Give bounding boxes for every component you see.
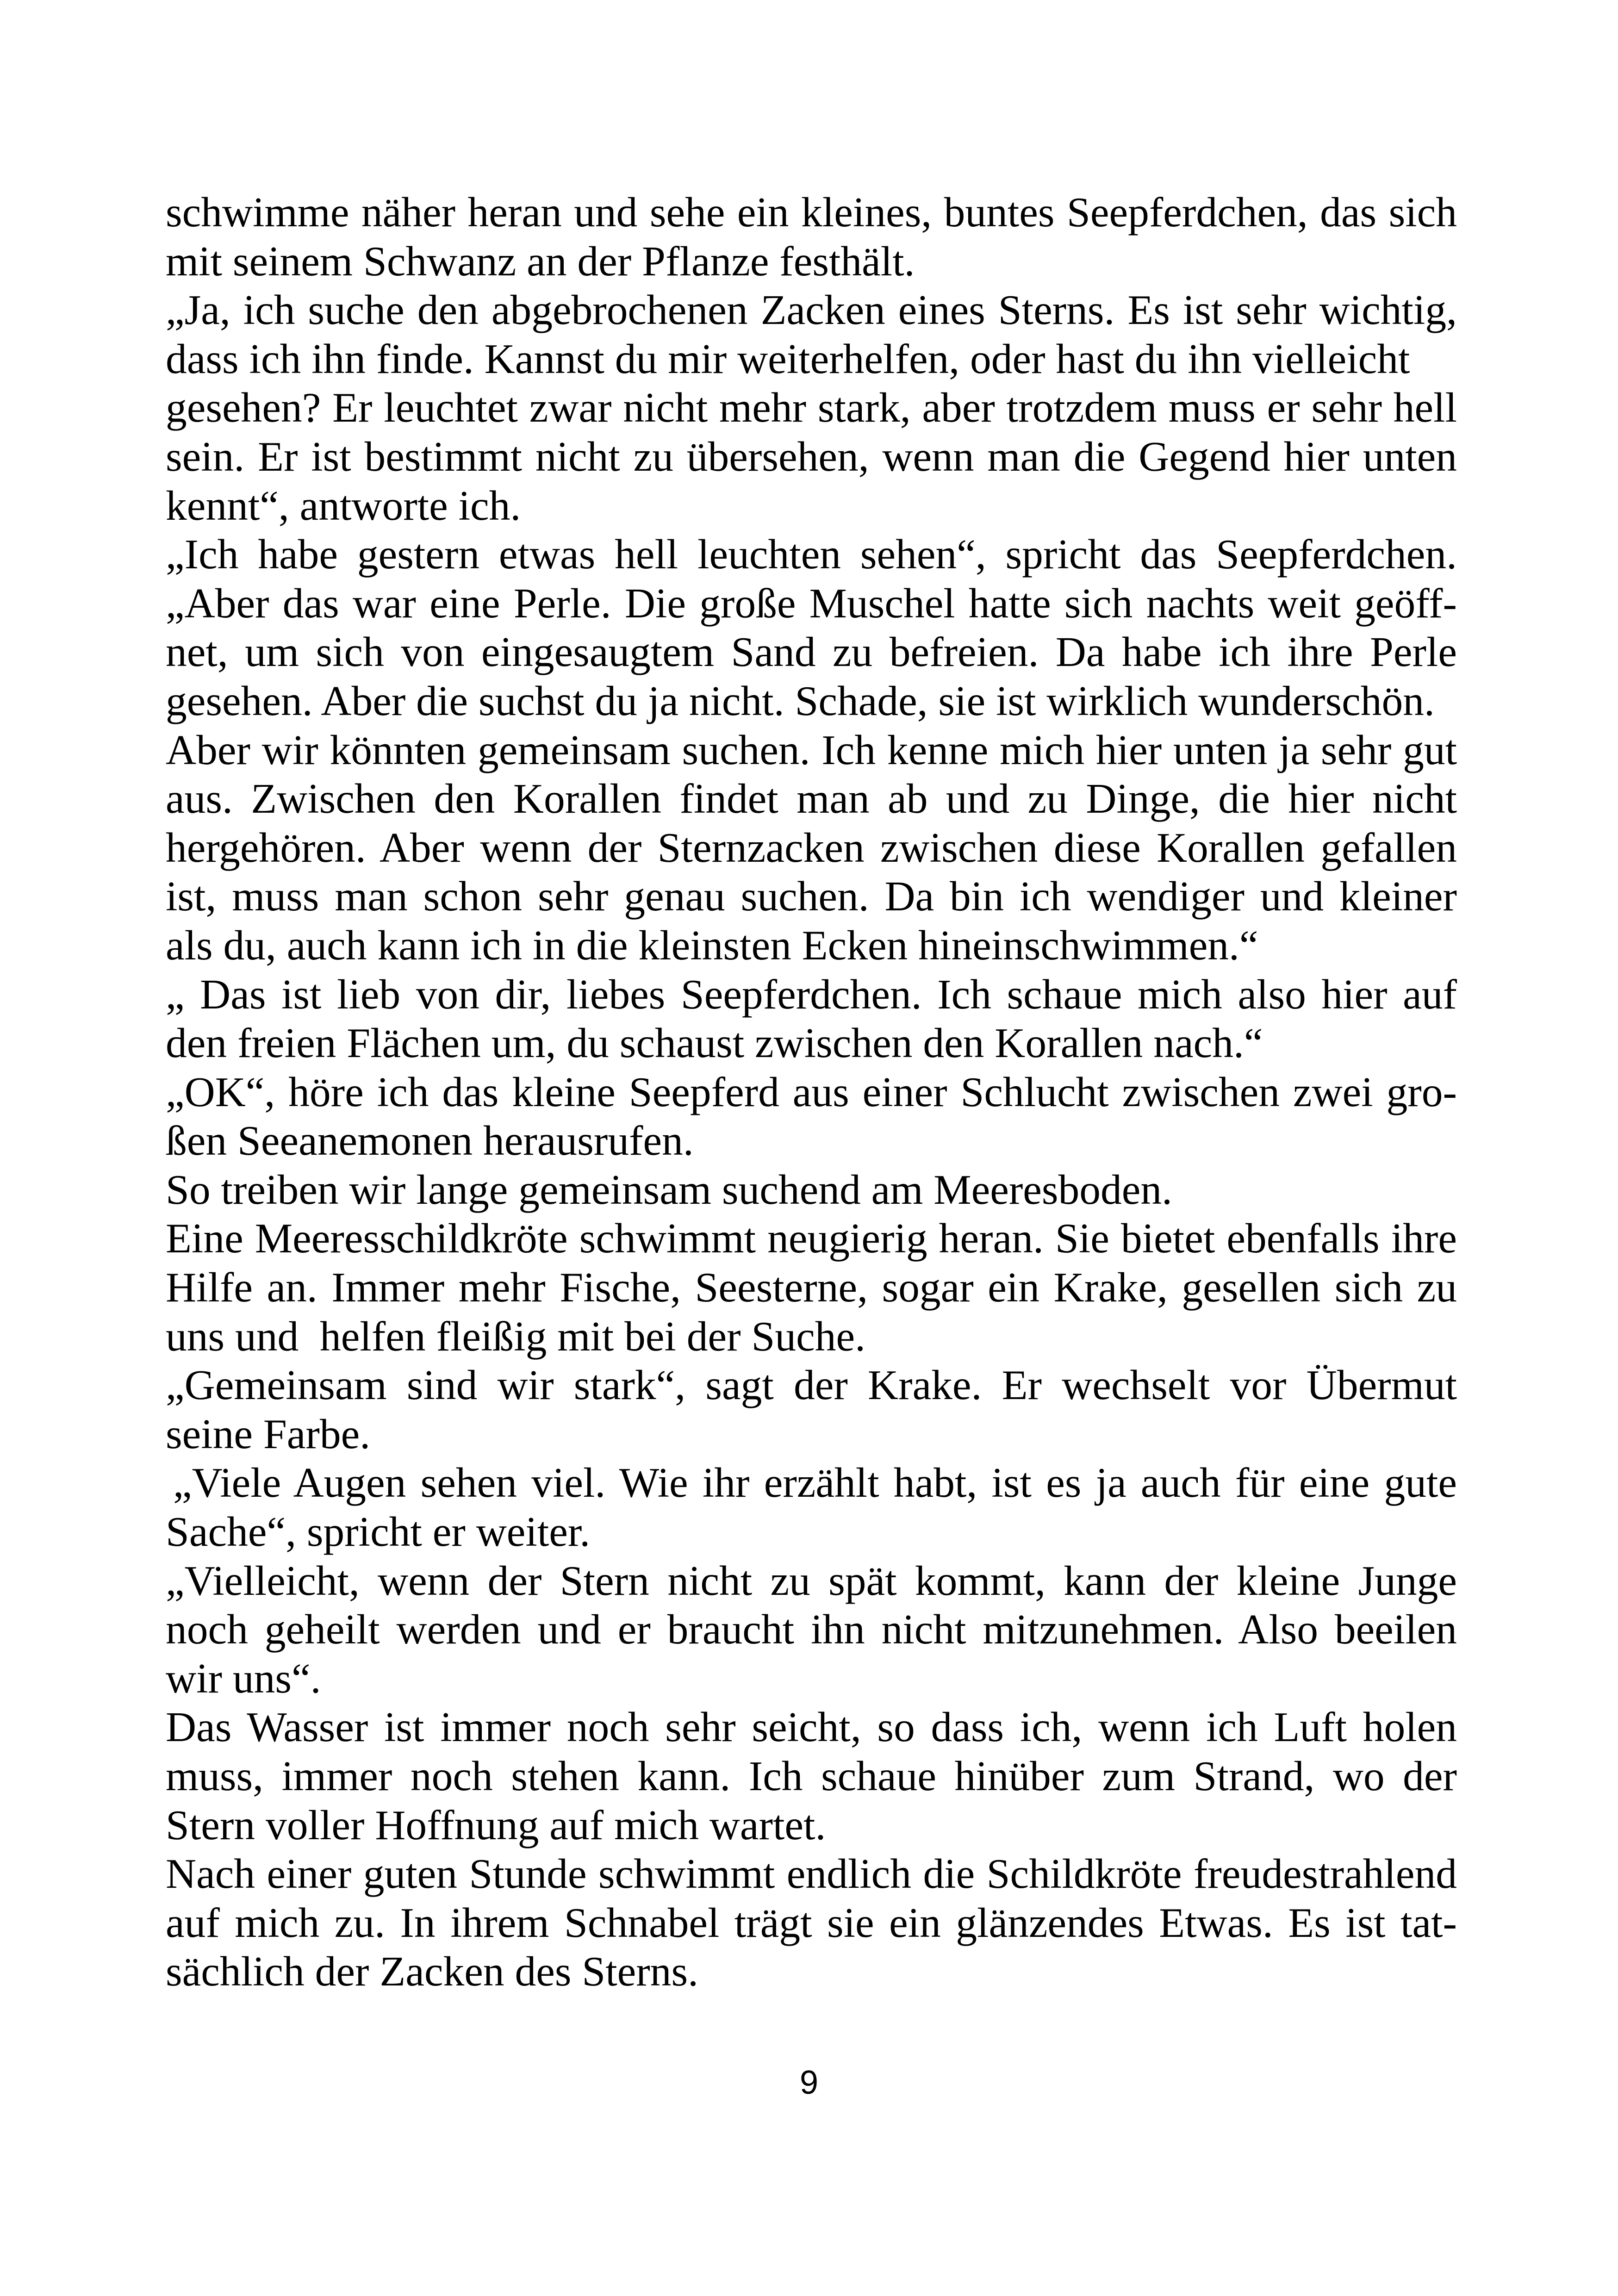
- text-line: „Viele Augen sehen viel. Wie ihr erzählt habt, ist es ja auch für eine gute: [173, 1459, 1457, 1506]
- text-line: dass ich ihn finde. Kannst du mir weiterhelfen, oder hast du ihn vielleicht: [166, 335, 1410, 382]
- text-line: hergehören. Aber wenn der Sternzacken zwischen diese Korallen gefallen: [166, 823, 1457, 871]
- text-line: auf mich zu. In ihrem Schnabel trägt sie ein glänzendes Etwas. Es ist tat-: [166, 1898, 1457, 1946]
- text-line: aus. Zwischen den Korallen findet man ab und zu Dinge, die hier nicht: [166, 775, 1457, 822]
- text-line: den freien Flächen um, du schaust zwischen den Korallen nach.“: [166, 1019, 1263, 1067]
- text-line: noch geheilt werden und er braucht ihn nicht mitzunehmen. Also beeilen: [166, 1605, 1457, 1653]
- text-line: seine Farbe.: [166, 1410, 371, 1457]
- text-line: Hilfe an. Immer mehr Fische, Seesterne, sogar ein Krake, gesellen sich zu: [166, 1263, 1457, 1311]
- text-line: „Vielleicht, wenn der Stern nicht zu spät kommt, kann der kleine Junge: [166, 1556, 1457, 1604]
- text-line: „ Das ist lieb von dir, liebes Seepferdchen. Ich schaue mich also hier auf: [166, 970, 1457, 1018]
- text-line: „Aber das war eine Perle. Die große Muschel hatte sich nachts weit geöff-: [166, 579, 1457, 627]
- text-line: „Gemeinsam sind wir stark“, sagt der Krake. Er wechselt vor Übermut: [166, 1361, 1457, 1409]
- body-text: [166, 188, 1457, 1996]
- text-line: gesehen? Er leuchtet zwar nicht mehr stark, aber trotzdem muss er sehr hell: [166, 384, 1457, 431]
- text-line: sein. Er ist bestimmt nicht zu übersehen, wenn man die Gegend hier unten: [166, 432, 1457, 480]
- text-line: Aber wir könnten gemeinsam suchen. Ich kenne mich hier unten ja sehr gut: [166, 726, 1457, 773]
- text-line: ßen Seeanemonen herausrufen.: [166, 1117, 694, 1164]
- text-line: als du, auch kann ich in die kleinsten Ecken hineinschwimmen.“: [166, 921, 1258, 969]
- text-line: wir uns“.: [166, 1654, 321, 1702]
- text-line: Das Wasser ist immer noch sehr seicht, so dass ich, wenn ich Luft holen: [166, 1703, 1457, 1751]
- text-line: Stern voller Hoffnung auf mich wartet.: [166, 1801, 826, 1848]
- text-line: So treiben wir lange gemeinsam suchend am Meeresboden.: [166, 1165, 1173, 1213]
- text-line: kennt“, antworte ich.: [166, 481, 521, 529]
- text-line: schwimme näher heran und sehe ein kleines, buntes Seepferdchen, das sich: [166, 188, 1457, 236]
- text-line: Sache“, spricht er weiter.: [166, 1508, 591, 1556]
- text-line: uns und helfen fleißig mit bei der Suche.: [166, 1312, 865, 1360]
- text-line: mit seinem Schwanz an der Pflanze festhält.: [166, 237, 915, 285]
- text-line: „Ja, ich suche den abgebrochenen Zacken eines Sterns. Es ist sehr wichtig,: [166, 286, 1457, 334]
- text-line: Eine Meeresschildkröte schwimmt neugierig heran. Sie bietet ebenfalls ihre: [166, 1214, 1457, 1262]
- text-line: „Ich habe gestern etwas hell leuchten sehen“, spricht das Seepferdchen.: [166, 530, 1457, 578]
- text-line: „OK“, höre ich das kleine Seepferd aus einer Schlucht zwischen zwei gro-: [166, 1068, 1457, 1115]
- text-line: net, um sich von eingesaugtem Sand zu befreien. Da habe ich ihre Perle: [166, 628, 1457, 676]
- text-line: gesehen. Aber die suchst du ja nicht. Schade, sie ist wirklich wunderschön.: [166, 677, 1435, 724]
- text-line: muss, immer noch stehen kann. Ich schaue hinüber zum Strand, wo der: [166, 1752, 1457, 1799]
- text-line: sächlich der Zacken des Sterns.: [166, 1948, 698, 1995]
- text-line: ist, muss man schon sehr genau suchen. Da bin ich wendiger und kleiner: [166, 872, 1457, 920]
- text-line: Nach einer guten Stunde schwimmt endlich die Schildkröte freudestrahlend: [166, 1850, 1457, 1898]
- page-number: 9: [799, 2064, 819, 2101]
